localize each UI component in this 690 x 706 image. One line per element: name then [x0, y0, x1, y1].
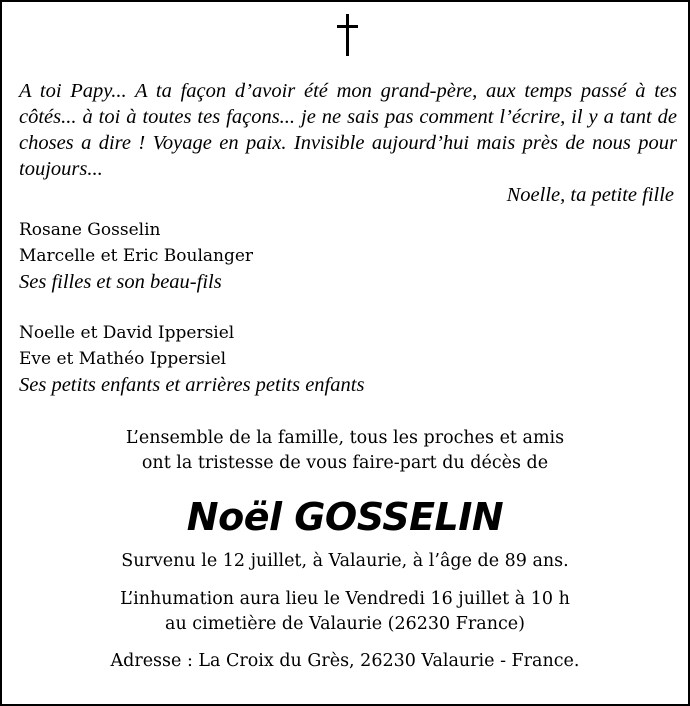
family-group-grandchildren	[19, 320, 364, 399]
announcement-line: ont la tristesse de vous faire-part du décès de	[141, 453, 549, 473]
family-member: Eve et Mathéo Ippersiel	[19, 349, 227, 369]
family-member: Rosane Gosselin	[19, 220, 161, 240]
family-relation: Ses petits enfants et arrières petits enfants	[19, 374, 365, 396]
announcement-line: L’ensemble de la famille, tous les proches et amis	[125, 428, 565, 448]
announcement	[2, 426, 688, 476]
death-info: Survenu le 12 juillet, à Valaurie, à l’âge de 89 ans.	[121, 551, 569, 571]
family-member: Marcelle et Eric Boulanger	[19, 246, 254, 266]
burial-info	[2, 587, 688, 637]
burial-line: au cimetière de Valaurie (26230 France)	[165, 614, 525, 634]
family-relation: Ses filles et son beau-fils	[19, 271, 222, 293]
address: Adresse : La Croix du Grès, 26230 Valaurie - France.	[110, 651, 580, 671]
tribute-poem: A toi Papy... A ta façon d’avoir été mon grand-père, aux temps passé à tes côtés... à toi à toutes tes façons... je ne sais pas comment l’écrire, il y a tant de choses a dire ! Voyage en paix. Invisible aujourd’hui mais près de nous pour toujours...	[19, 80, 677, 180]
burial-line: L’inhumation aura lieu le Vendredi 16 juillet à 10 h	[120, 589, 570, 609]
family-member: Noelle et David Ippersiel	[19, 323, 235, 343]
tribute-signature: Noelle, ta petite fille	[506, 184, 674, 206]
deceased-name: Noël GOSSELIN	[186, 495, 504, 539]
family-group-daughters	[19, 217, 253, 296]
cross-icon	[335, 14, 361, 58]
